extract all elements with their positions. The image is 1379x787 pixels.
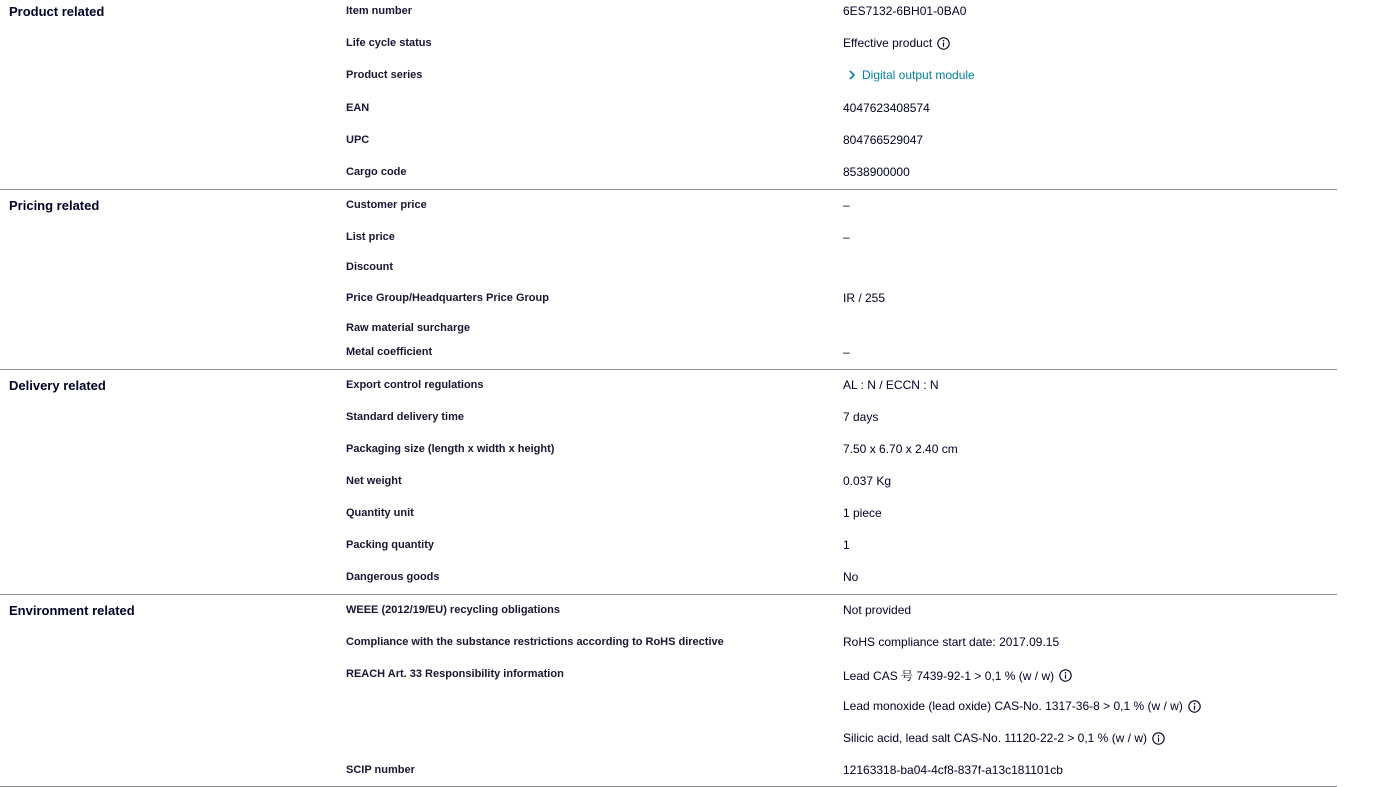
value-item-number bbox=[843, 4, 966, 18]
value-reach-lead-text: Lead CAS 号 7439-92-1 > 0,1 % (w / w) bbox=[843, 669, 1055, 683]
row-metal-coefficient bbox=[0, 341, 1337, 365]
label-price-group: Price Group/Headquarters Price Group bbox=[346, 292, 549, 304]
value-life-cycle-status-text: Effective product bbox=[843, 36, 933, 50]
value-packaging-size: 7.50 x 6.70 x 2.40 cm bbox=[843, 442, 958, 456]
value-life-cycle-status bbox=[843, 36, 950, 50]
row-dangerous-goods bbox=[0, 566, 1337, 590]
label-dangerous-goods: Dangerous goods bbox=[346, 571, 440, 583]
label-rohs-compliance: Compliance with the substance restrictions according to RoHS directive bbox=[346, 636, 724, 648]
row-item-number bbox=[0, 0, 1337, 24]
value-scip-number: 12163318-ba04-4cf8-837f-a13c181101cb bbox=[843, 763, 1063, 777]
row-discount bbox=[0, 256, 1337, 280]
row-reach-silicic-acid bbox=[0, 727, 1337, 751]
label-list-price: List price bbox=[346, 231, 395, 243]
row-reach-lead-monoxide bbox=[0, 695, 1337, 719]
chevron-right-icon bbox=[847, 69, 857, 81]
value-upc: 804766529047 bbox=[843, 133, 924, 147]
value-reach-lead bbox=[843, 667, 1072, 684]
section-title-delivery: Delivery related bbox=[9, 378, 106, 393]
info-icon[interactable] bbox=[1188, 700, 1201, 713]
row-upc bbox=[0, 129, 1337, 153]
label-metal-coefficient: Metal coefficient bbox=[346, 346, 433, 358]
label-net-weight: Net weight bbox=[346, 475, 402, 487]
value-metal-coefficient: – bbox=[843, 345, 850, 359]
value-reach-lead-monoxide bbox=[843, 699, 1201, 713]
value-customer-price: – bbox=[843, 198, 850, 212]
section-product-related bbox=[0, 0, 1337, 190]
row-raw-material-surcharge bbox=[0, 317, 1337, 341]
row-life-cycle-status bbox=[0, 32, 1337, 56]
value-item-number-text: 6ES7132-6BH01-0BA0 bbox=[843, 4, 967, 18]
product-series-link[interactable] bbox=[843, 68, 975, 82]
section-delivery-related bbox=[0, 370, 1337, 595]
row-rohs-compliance bbox=[0, 631, 1337, 655]
row-packing-quantity bbox=[0, 534, 1337, 558]
info-icon[interactable] bbox=[1059, 669, 1072, 682]
value-cargo-code: 8538900000 bbox=[843, 165, 910, 179]
row-standard-delivery-time bbox=[0, 406, 1337, 430]
row-export-control bbox=[0, 374, 1337, 398]
value-product-series bbox=[843, 68, 975, 82]
value-packing-quantity: 1 bbox=[843, 538, 850, 552]
section-pricing-related bbox=[0, 190, 1337, 370]
value-standard-delivery-time: 7 days bbox=[843, 410, 879, 424]
value-reach-silicic-acid-text: Silicic acid, lead salt CAS-No. 11120-22-2 > 0,1 % (w / w) bbox=[843, 731, 1148, 745]
label-standard-delivery-time: Standard delivery time bbox=[346, 411, 464, 423]
value-reach-silicic-acid bbox=[843, 731, 1165, 745]
label-raw-material-surcharge: Raw material surcharge bbox=[346, 322, 471, 334]
row-reach-info bbox=[0, 663, 1337, 687]
value-net-weight: 0.037 Kg bbox=[843, 474, 892, 488]
value-export-control: AL : N / ECCN : N bbox=[843, 378, 939, 392]
label-item-number: Item number bbox=[346, 5, 413, 17]
row-list-price bbox=[0, 226, 1337, 250]
info-icon[interactable] bbox=[1152, 732, 1165, 745]
product-series-link-text: Digital output module bbox=[862, 68, 975, 82]
row-cargo-code bbox=[0, 161, 1337, 185]
value-reach-lead-monoxide-text: Lead monoxide (lead oxide) CAS-No. 1317-36-8 > 0,1 % (w / w) bbox=[843, 699, 1183, 713]
value-ean: 4047623408574 bbox=[843, 101, 930, 115]
value-quantity-unit: 1 piece bbox=[843, 506, 882, 520]
row-product-series bbox=[0, 64, 1337, 88]
row-ean bbox=[0, 97, 1337, 121]
section-environment-related bbox=[0, 595, 1337, 787]
label-ean: EAN bbox=[346, 102, 370, 114]
value-weee: Not provided bbox=[843, 603, 912, 617]
section-title-environment: Environment related bbox=[9, 603, 135, 618]
label-packaging-size: Packaging size (length x width x height) bbox=[346, 443, 555, 455]
row-scip-number bbox=[0, 759, 1337, 783]
label-packing-quantity: Packing quantity bbox=[346, 539, 435, 551]
label-upc: UPC bbox=[346, 134, 370, 146]
label-reach-info: REACH Art. 33 Responsibility information bbox=[346, 668, 564, 680]
info-icon[interactable] bbox=[937, 37, 950, 50]
label-quantity-unit: Quantity unit bbox=[346, 507, 414, 519]
label-discount: Discount bbox=[346, 261, 394, 273]
row-price-group bbox=[0, 287, 1337, 311]
section-title-product: Product related bbox=[9, 4, 105, 19]
label-life-cycle-status: Life cycle status bbox=[346, 37, 432, 49]
row-net-weight bbox=[0, 470, 1337, 494]
label-weee: WEEE (2012/19/EU) recycling obligations bbox=[346, 604, 560, 616]
row-customer-price bbox=[0, 194, 1337, 218]
label-product-series: Product series bbox=[346, 69, 423, 81]
label-customer-price: Customer price bbox=[346, 199, 427, 211]
value-price-group: IR / 255 bbox=[843, 291, 886, 305]
label-export-control: Export control regulations bbox=[346, 379, 484, 391]
section-title-pricing: Pricing related bbox=[9, 198, 100, 213]
label-scip-number: SCIP number bbox=[346, 764, 415, 776]
value-list-price: – bbox=[843, 230, 850, 244]
value-rohs-compliance: RoHS compliance start date: 2017.09.15 bbox=[843, 635, 1060, 649]
row-packaging-size bbox=[0, 438, 1337, 462]
value-dangerous-goods: No bbox=[843, 570, 859, 584]
row-quantity-unit bbox=[0, 502, 1337, 526]
row-weee bbox=[0, 599, 1337, 623]
label-cargo-code: Cargo code bbox=[346, 166, 407, 178]
